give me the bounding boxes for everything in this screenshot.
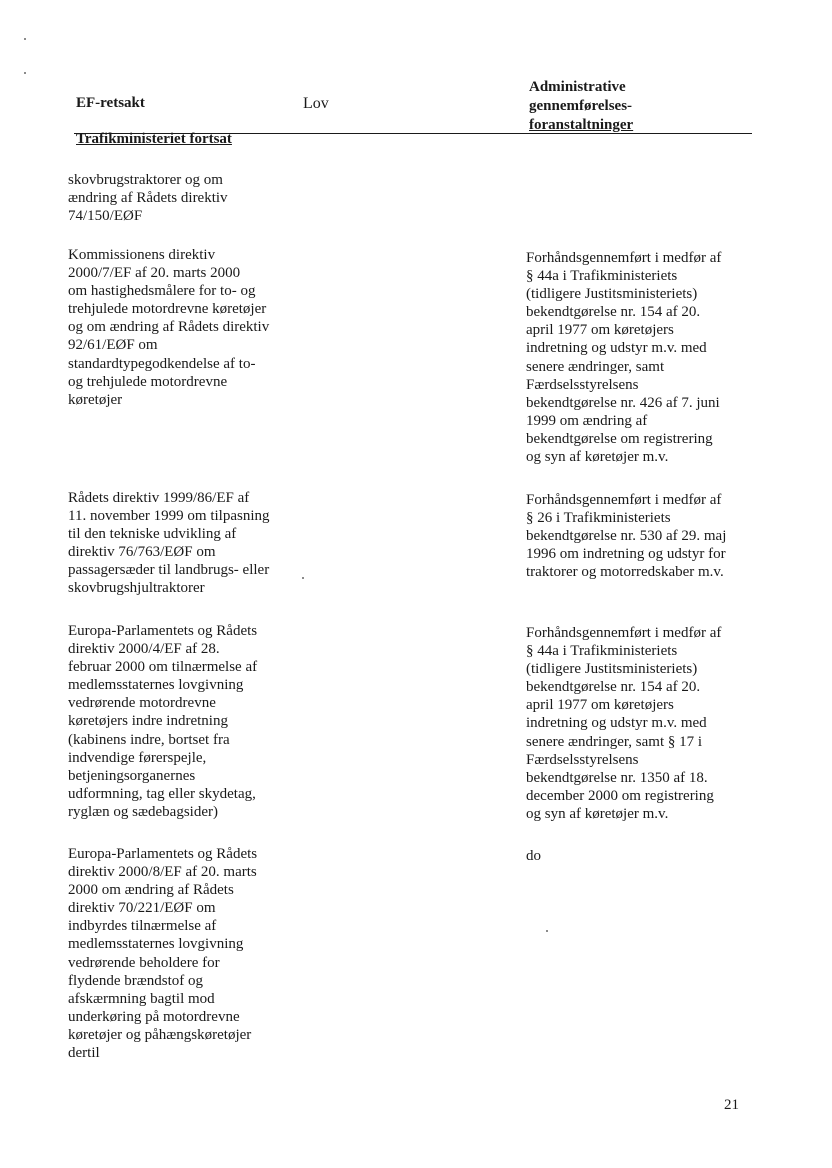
text-line: bekendtgørelse nr. 154 af 20.: [526, 679, 701, 696]
text-line: senere ændringer, samt: [526, 358, 665, 375]
text-line: Forhåndsgennemført i medfør af: [526, 250, 722, 266]
row-1-ef: [68, 246, 269, 409]
text-line: april 1977 om køretøjers: [526, 322, 674, 339]
text-line: 2000 om ændring af Rådets: [68, 882, 234, 899]
row-2-adm: [526, 491, 726, 581]
text-line: bekendtgørelse nr. 530 af 29. maj: [526, 528, 727, 545]
text-line: § 44a i Trafikministeriets: [526, 268, 678, 285]
text-line: direktiv 76/763/EØF om: [68, 544, 216, 561]
text-line: 1999 om ændring af: [526, 412, 648, 429]
text-line: køretøjers indre indretning: [68, 713, 228, 730]
text-line: underkøring på motordrevne: [68, 1008, 240, 1025]
row-4-ef: [68, 845, 257, 1062]
text-line: flydende brændstof og: [68, 972, 203, 989]
header-ef-retsakt: EF-retsakt: [76, 95, 145, 111]
text-line: standardtypegodkendelse af to-: [68, 355, 256, 372]
text-line: bekendtgørelse nr. 426 af 7. juni: [526, 394, 720, 411]
text-line: vedrørende motordrevne: [68, 695, 216, 712]
header-lov: Lov: [303, 95, 329, 112]
text-line: direktiv 70/221/EØF om: [68, 900, 216, 917]
text-line: indbyrdes tilnærmelse af: [68, 918, 217, 935]
text-line: traktorer og motorredskaber m.v.: [526, 564, 724, 581]
text-line: udformning, tag eller skydetag,: [68, 785, 256, 802]
row-3-ef: [68, 622, 257, 821]
text-line: 1996 om indretning og udstyr for: [526, 546, 726, 563]
row-3-adm: [526, 624, 721, 823]
text-line: ryglæn og sædebagsider): [68, 803, 218, 820]
header-adm-line: foranstaltninger: [529, 117, 634, 133]
text-line: (tidligere Justitsministeriets): [526, 661, 698, 678]
text-line: Forhåndsgennemført i medfør af: [526, 492, 722, 508]
text-line: bekendtgørelse om registrering: [526, 430, 713, 447]
row-4-adm: [526, 847, 541, 865]
text-line: passagersæder til landbrugs- eller: [68, 562, 270, 579]
text-line: senere ændringer, samt § 17 i: [526, 733, 703, 750]
text-line: og syn af køretøjer m.v.: [526, 805, 669, 822]
row-2-ef: [68, 489, 270, 598]
page-number: 21: [724, 1097, 739, 1113]
text-line: skovbrugshjultraktorer: [68, 580, 205, 597]
text-line: do: [526, 848, 541, 864]
text-line: bekendtgørelse nr. 1350 af 18.: [526, 769, 708, 786]
text-line: februar 2000 om tilnærmelse af: [68, 659, 258, 676]
text-line: trehjulede motordrevne køretøjer: [68, 301, 267, 318]
text-line: indretning og udstyr m.v. med: [526, 715, 707, 732]
row-0-ef: [68, 171, 228, 225]
scan-speck: [302, 577, 304, 579]
text-line: 74/150/EØF: [68, 208, 143, 225]
text-line: december 2000 om registrering: [526, 787, 714, 804]
text-line: (tidligere Justitsministeriets): [526, 286, 698, 303]
text-line: og trehjulede motordrevne: [68, 373, 228, 390]
text-line: Forhåndsgennemført i medfør af: [526, 625, 722, 641]
text-line: om hastighedsmålere for to- og: [68, 283, 256, 300]
text-line: (kabinens indre, bortset fra: [68, 731, 230, 748]
text-line: indvendige førerspejle,: [68, 749, 207, 766]
text-line: vedrørende beholdere for: [68, 954, 220, 971]
text-line: køretøjer og påhængskøretøjer: [68, 1026, 252, 1043]
text-line: april 1977 om køretøjers: [526, 697, 674, 714]
scan-speck: [24, 72, 26, 74]
header-adm-line: Administrative: [529, 79, 626, 95]
text-line: Europa-Parlamentets og Rådets: [68, 623, 258, 639]
row-1-adm: [526, 249, 721, 466]
text-line: Færdselsstyrelsens: [526, 376, 639, 393]
text-line: afskærmning bagtil mod: [68, 990, 215, 1007]
text-line: til den tekniske udvikling af: [68, 526, 237, 543]
text-line: 11. november 1999 om tilpasning: [68, 508, 270, 525]
text-line: Kommissionens direktiv: [68, 247, 216, 263]
header-adm-line: gennemførelses-: [529, 98, 633, 114]
text-line: Færdselsstyrelsens: [526, 751, 639, 768]
text-line: dertil: [68, 1045, 100, 1062]
header-administrative: [529, 78, 633, 135]
text-line: § 26 i Trafikministeriets: [526, 510, 671, 527]
text-line: medlemsstaternes lovgivning: [68, 677, 244, 694]
text-line: direktiv 2000/8/EF af 20. marts: [68, 864, 257, 881]
text-line: køretøjer: [68, 391, 123, 408]
text-line: skovbrugstraktorer og om: [68, 172, 223, 188]
text-line: direktiv 2000/4/EF af 28.: [68, 641, 220, 658]
text-line: medlemsstaternes lovgivning: [68, 936, 244, 953]
text-line: betjeningsorganernes: [68, 767, 196, 784]
text-line: og syn af køretøjer m.v.: [526, 449, 669, 466]
scan-speck: [546, 930, 548, 932]
text-line: 92/61/EØF om: [68, 337, 158, 354]
text-line: 2000/7/EF af 20. marts 2000: [68, 265, 241, 282]
text-line: ændring af Rådets direktiv: [68, 190, 228, 207]
text-line: Europa-Parlamentets og Rådets: [68, 846, 258, 862]
section-title: Trafikministeriet fortsat: [76, 131, 232, 147]
text-line: indretning og udstyr m.v. med: [526, 340, 707, 357]
scan-speck: [24, 38, 26, 40]
text-line: og om ændring af Rådets direktiv: [68, 319, 270, 336]
text-line: Rådets direktiv 1999/86/EF af: [68, 490, 250, 506]
text-line: bekendtgørelse nr. 154 af 20.: [526, 304, 701, 321]
text-line: § 44a i Trafikministeriets: [526, 643, 678, 660]
